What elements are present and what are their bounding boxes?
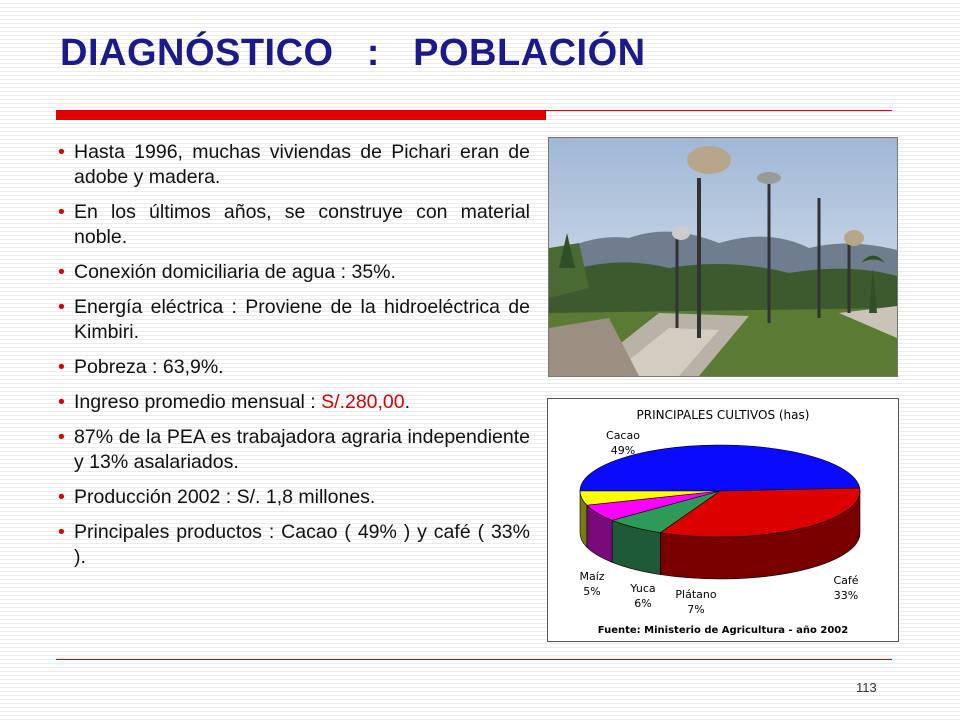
bullet-text: Conexión domiciliaria de agua : 35%. (74, 261, 396, 283)
bullet-dot-icon: • (58, 426, 65, 448)
bullet-dot-icon: • (58, 521, 65, 543)
slide-title: DIAGNÓSTICO : POBLACIÓN (60, 32, 646, 74)
bullet-item (58, 520, 530, 570)
bullet-item (58, 425, 530, 475)
bullet-text: Pobreza : 63,9%. (74, 356, 224, 378)
pie-chart-svg (548, 399, 898, 641)
title-underline-bar (56, 110, 546, 120)
title-underline-line (546, 110, 892, 111)
bullet-item (58, 390, 530, 415)
bullet-text: Hasta 1996, muchas viviendas de Pichari eran de adobe y madera. (74, 141, 530, 188)
footer-line (56, 659, 892, 660)
bullet-item (58, 485, 530, 510)
slice-label-name: Yuca (630, 582, 656, 595)
slice-label-name: Plátano (675, 588, 717, 601)
bullet-dot-icon: • (58, 391, 65, 413)
bullet-text: Producción 2002 : S/. 1,8 millones. (74, 486, 376, 508)
bullet-dot-icon: • (58, 296, 65, 318)
bullet-text: 87% de la PEA es trabajadora agraria independiente y 13% asalariados. (74, 426, 530, 473)
slice-label-yuca (629, 582, 655, 610)
bullet-text: Energía eléctrica : Proviene de la hidroeléctrica de Kimbiri. (74, 296, 530, 343)
bullet-dot-icon: • (58, 261, 65, 283)
plaza-photo-icon (549, 138, 897, 376)
bullet-item (58, 295, 530, 345)
page-number: 113 (856, 680, 877, 695)
slice-label-percent: 49% (610, 444, 636, 457)
slice-label-percent: 6% (634, 597, 652, 610)
bullet-text-prefix: Ingreso promedio mensual : (74, 391, 322, 413)
pie-tops (580, 445, 860, 537)
slice-label-platano (675, 588, 716, 616)
bullet-list (58, 140, 530, 580)
slice-label-percent: 7% (687, 603, 705, 616)
slice-label-cafe (833, 574, 858, 602)
bullet-dot-icon: • (58, 486, 65, 508)
bullet-item (58, 200, 530, 250)
slice-label-name: Cacao (606, 429, 640, 442)
bullet-item (58, 355, 530, 380)
chart-source: Fuente: Ministerio de Agricultura - año 2002 (597, 625, 849, 636)
slice-label-name: Maíz (579, 570, 605, 583)
slice-label-maiz (579, 570, 604, 598)
plaza-photo (548, 137, 898, 377)
bullet-item (58, 140, 530, 190)
bullet-dot-icon: • (58, 141, 65, 163)
bullet-text: Principales productos : Cacao ( 49% ) y café ( 33% ). (74, 521, 530, 568)
slice-label-cacao (606, 429, 640, 457)
bullet-dot-icon: • (58, 356, 65, 378)
bullet-text: En los últimos años, se construye con material noble. (74, 201, 530, 248)
bullet-text-suffix: . (404, 391, 411, 413)
slice-label-name: Café (833, 574, 859, 587)
crops-pie-chart (547, 398, 899, 642)
slice-label-percent: 33% (833, 589, 859, 602)
slice-label-percent: 5% (583, 585, 601, 598)
income-value: S/.280,00 (321, 391, 405, 413)
bullet-dot-icon: • (58, 201, 65, 223)
chart-title: PRINCIPALES CULTIVOS (has) (636, 408, 810, 422)
bullet-item (58, 260, 530, 285)
